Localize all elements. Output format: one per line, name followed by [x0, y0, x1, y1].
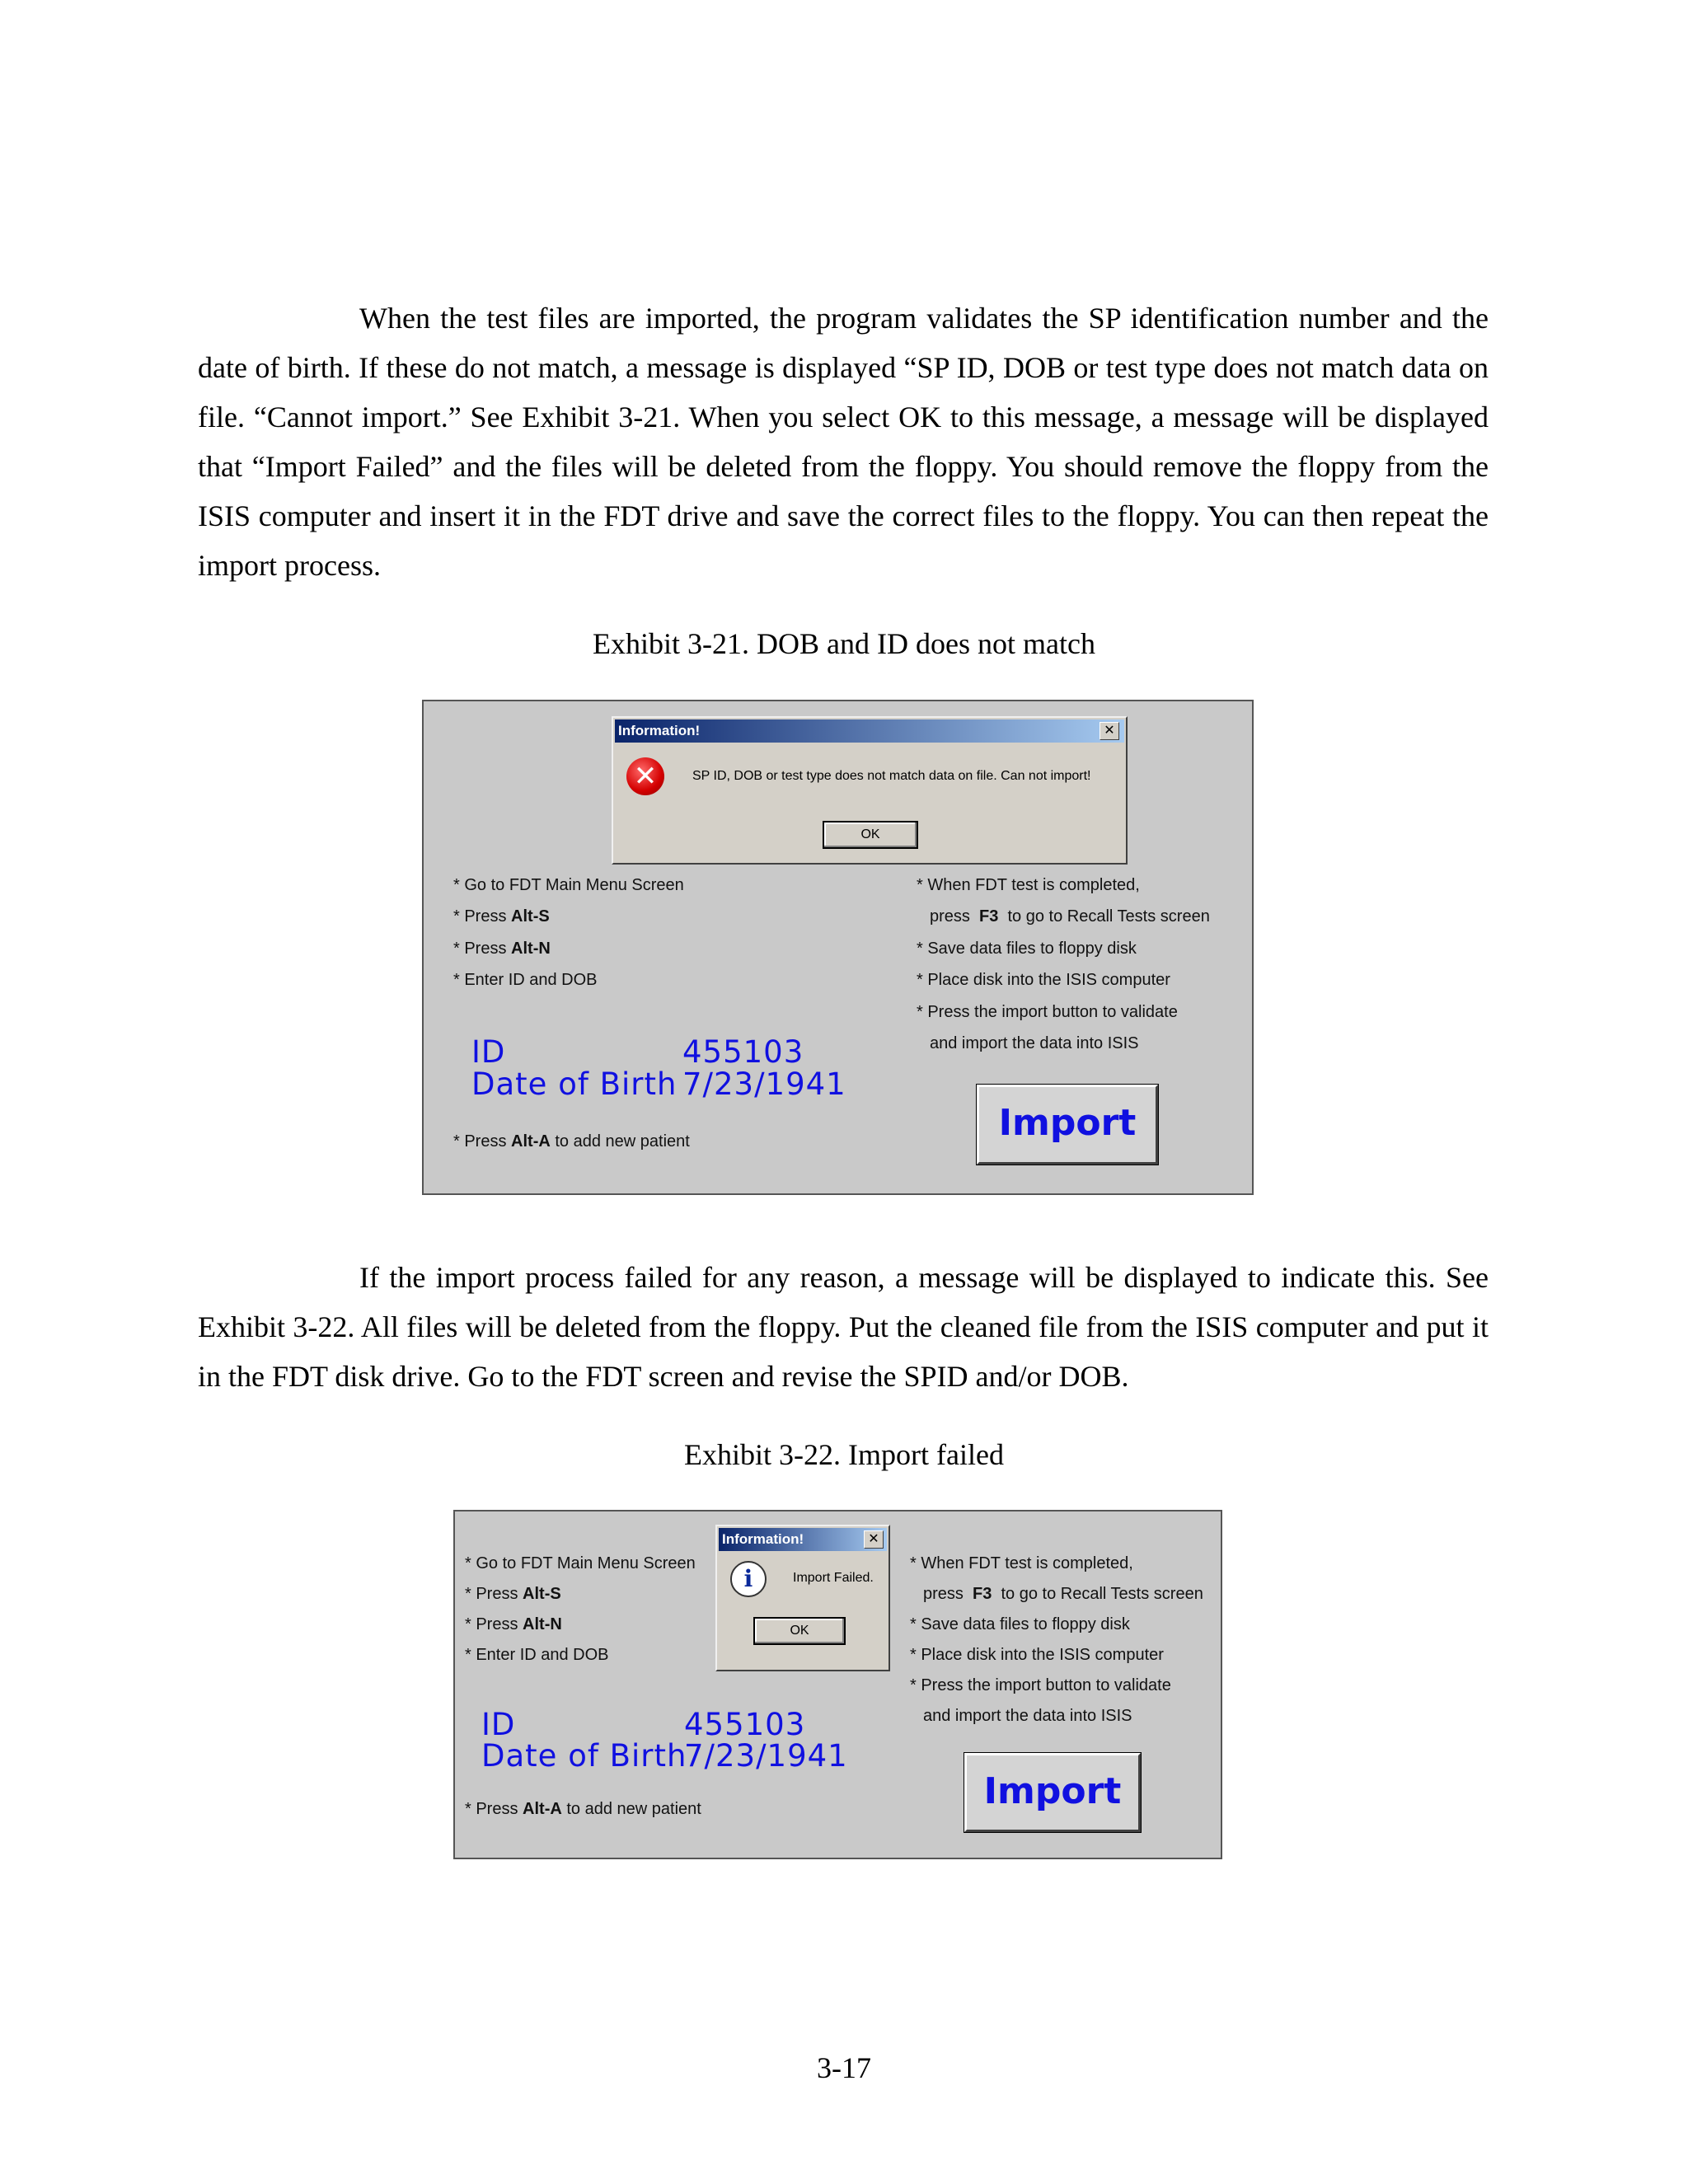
step-add-patient: * Press Alt-A to add new patient: [453, 1132, 690, 1151]
step-press-alt-n: * Press Alt-N: [453, 940, 551, 958]
step-press-f3: press F3 to go to Recall Tests screen: [923, 1585, 1203, 1603]
step-add-patient: * Press Alt-A to add new patient: [465, 1800, 701, 1818]
exhibit-3-22-screen: [453, 1510, 1222, 1859]
ok-button[interactable]: OK: [823, 821, 918, 849]
dialog-message: Import Failed.: [793, 1571, 874, 1585]
step-go-to-main-menu: * Go to FDT Main Menu Screen: [453, 876, 684, 894]
dob-value: 7/23/1941: [684, 1738, 848, 1774]
close-icon[interactable]: ✕: [1100, 722, 1119, 740]
error-icon: ✕: [626, 757, 664, 795]
paragraph-2: If the import process failed for any reason, a message will be displayed to indicate this. See Exhibit 3-22. All files will be deleted from the floppy. Put the cleaned file from the ISIS computer and put it in the FDT disk drive. Go to the FDT screen and revise the SPID and/or DOB.: [198, 1261, 1489, 1393]
paragraph-1: When the test files are imported, the program validates the SP identification number and the date of birth. If these do not match, a message is displayed “SP ID, DOB or test type does not match data on file. “Cannot import.” See Exhibit 3-21. When you select OK to this message, a message will be displayed that “Import Failed” and the files will be deleted from the floppy. You should remove the floppy from the ISIS computer and insert it in the FDT drive and save the correct files to the floppy. You can then repeat the import process.: [198, 302, 1489, 582]
step-fdt-completed: * When FDT test is completed,: [917, 876, 1140, 894]
dialog-message: SP ID, DOB or test type does not match data on file. Can not import!: [692, 769, 1091, 783]
dob-label: Date of Birth: [471, 1066, 678, 1102]
step-place-disk: * Place disk into the ISIS computer: [917, 971, 1170, 989]
step-import-data: and import the data into ISIS: [930, 1034, 1139, 1052]
dialog-title: Information!: [615, 719, 1124, 743]
import-button[interactable]: Import: [964, 1753, 1141, 1832]
step-save-files: * Save data files to floppy disk: [917, 940, 1137, 958]
step-save-files: * Save data files to floppy disk: [910, 1615, 1130, 1633]
step-press-f3: press F3 to go to Recall Tests screen: [930, 907, 1210, 926]
step-go-to-main-menu: * Go to FDT Main Menu Screen: [465, 1554, 696, 1572]
id-value: 455103: [682, 1034, 804, 1070]
step-import-data: and import the data into ISIS: [923, 1707, 1132, 1725]
step-press-import: * Press the import button to validate: [917, 1003, 1178, 1021]
import-button[interactable]: Import: [977, 1085, 1158, 1165]
id-label: ID: [481, 1707, 516, 1742]
id-label: ID: [471, 1034, 506, 1070]
dob-value: 7/23/1941: [682, 1066, 846, 1102]
step-press-alt-n: * Press Alt-N: [465, 1615, 562, 1633]
step-press-alt-s: * Press Alt-S: [453, 907, 550, 926]
exhibit-3-21-screen: [422, 700, 1254, 1195]
id-value: 455103: [684, 1707, 806, 1742]
information-dialog: [715, 1525, 890, 1671]
step-press-import: * Press the import button to validate: [910, 1676, 1171, 1694]
info-icon: i: [730, 1561, 767, 1597]
step-enter-id-dob: * Enter ID and DOB: [453, 971, 598, 989]
step-enter-id-dob: * Enter ID and DOB: [465, 1646, 609, 1664]
dialog-title: Information!: [719, 1528, 887, 1551]
step-press-alt-s: * Press Alt-S: [465, 1585, 561, 1603]
information-dialog: [612, 716, 1128, 865]
dob-label: Date of Birth: [481, 1738, 687, 1774]
ok-button[interactable]: OK: [753, 1617, 846, 1645]
page-number: 3-17: [817, 2051, 871, 2084]
close-icon[interactable]: ✕: [864, 1530, 884, 1549]
exhibit-3-22-caption: Exhibit 3-22. Import failed: [684, 1438, 1004, 1471]
step-place-disk: * Place disk into the ISIS computer: [910, 1646, 1164, 1664]
step-fdt-completed: * When FDT test is completed,: [910, 1554, 1133, 1572]
exhibit-3-21-caption: Exhibit 3-21. DOB and ID does not match: [593, 627, 1095, 660]
